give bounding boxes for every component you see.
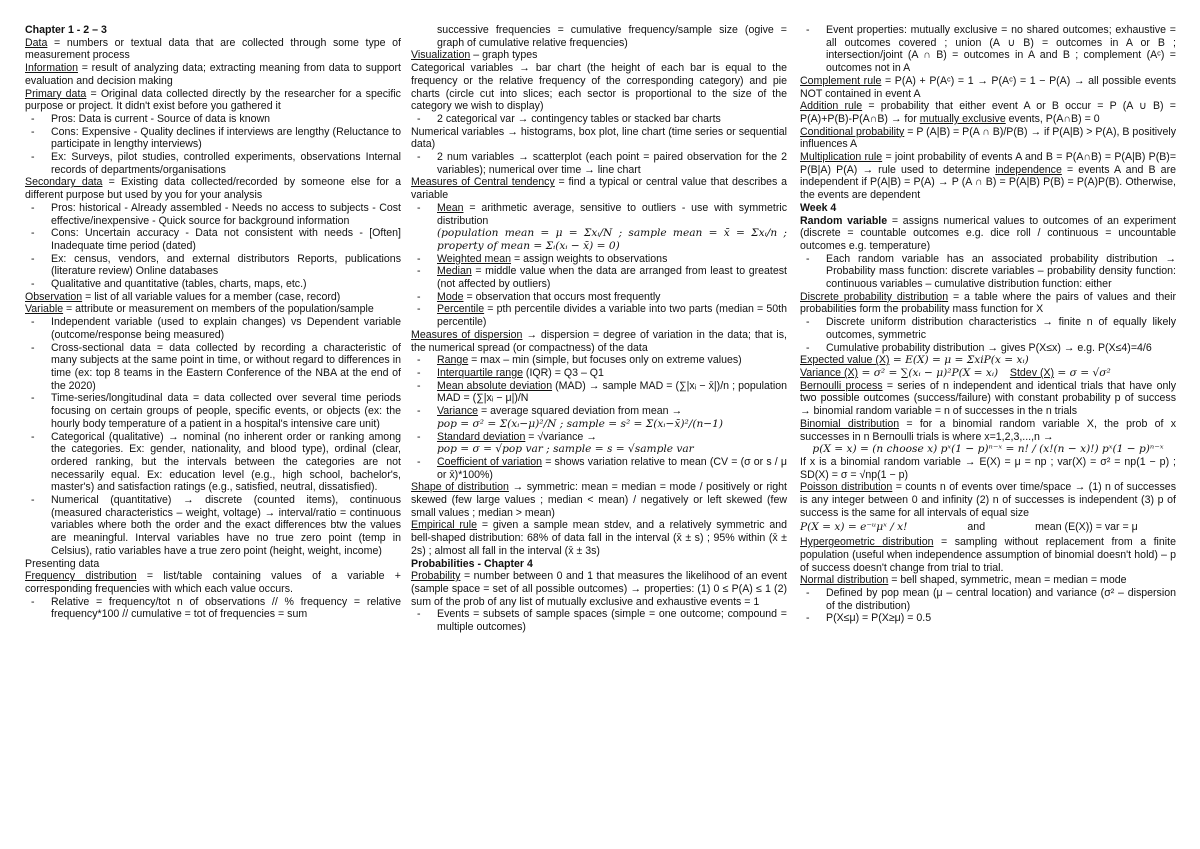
list-item: - Cumulative probability distribution → gives P(X≤x) → e.g. P(X≤4)=4/6 xyxy=(800,342,1176,355)
event-properties-list xyxy=(800,24,1176,75)
term: Addition rule xyxy=(800,100,863,113)
definition: = number between 0 and 1 that measures the likelihood of an event (sample space = set of all possible outcomes) → properties: (1) 0 ≤ P(A) ≤ 1 (2) sum of the prob of any list of mutually exclusive and exhaustive events = 1 xyxy=(411,570,787,608)
definition: = a table where the pairs of values and their probabilities form the probability mass function for X xyxy=(800,290,1176,316)
discrete-distribution-definition xyxy=(800,291,1176,316)
term: Weighted mean xyxy=(437,252,512,265)
definition: → symmetric: mean = median = mode / positively or right skewed (few large values ; median < mean) / negatively or left skewed (few small values ; median > mean) xyxy=(411,481,787,519)
poisson-and: and xyxy=(967,521,986,534)
list-item: - Discrete uniform distribution characteristics → finite n of equally likely outcomes, symmetric xyxy=(800,316,1176,341)
definition: = Existing data collected/recorded by someone else for a different purpose but used by you for your analysis xyxy=(25,176,401,202)
term: Secondary data xyxy=(25,176,103,189)
term: Empirical rule xyxy=(411,519,478,532)
term: Variance xyxy=(437,405,479,418)
random-variable-definition xyxy=(800,215,1176,253)
column-1 xyxy=(25,24,401,621)
range-item xyxy=(411,354,787,367)
numerical-variables: Numerical variables → histograms, box plot, line chart (time series or sequential data) xyxy=(411,125,787,151)
definition: = σ² = ∑(xᵢ − μ)²P(X = xᵢ) xyxy=(858,366,999,379)
list-item: - Events = subsets of sample spaces (simple = one outcome; compound = multiple outcomes) xyxy=(411,608,787,633)
normal-list xyxy=(800,587,1176,625)
term: Poisson distribution xyxy=(800,481,893,494)
continued-text: successive frequencies = cumulative frequency/sample size (ogive = graph of cumulative relative frequencies) xyxy=(437,24,787,49)
term: Primary data xyxy=(25,87,87,100)
list-item: - Cross-sectional data = data collected by recording a characteristic of many subjects at the same point in time, or without regard to differences in time (ex: top 8 teams in the Eastern Conference of the NBA at the end of the 2020) xyxy=(25,342,401,393)
central-tendency-list xyxy=(411,202,787,329)
term: Random variable xyxy=(800,214,888,227)
term: Binomial distribution xyxy=(800,417,900,430)
list-item: - Categorical (qualitative) → nominal (no inherent order or ranking among the categories. Ex: gender, nationality, and blood type), ordinal (clear, ordered ranking, but the intervals between the categories are not necessarily equal. Ex: education level (e.g., high school, bachelor's, master's) and satisfaction ratings (e.g., satisfied, neutral, dissatisfied). xyxy=(25,431,401,495)
term: Range xyxy=(437,354,469,367)
list-item: - Pros: Data is current - Source of data is known xyxy=(25,113,401,126)
list-item: - Qualitative and quantitative (tables, charts, maps, etc.) xyxy=(25,278,401,291)
definition: = list/table containing values of a variable + corresponding frequencies with which each value occurs. xyxy=(25,570,401,595)
list-item: - Time-series/longitudinal data = data collected over several time periods focusing on certain groups of people, specific events, or objects (ex: the hourly body temperature of a patient in a hospital's intensive care unit) xyxy=(25,392,401,430)
definition: = events A and B are independent if P(A|B) = P(A) → P (A ∩ B) = P(A|B) P(B) = P(A)P(B). Otherwise, the events are dependent xyxy=(800,163,1176,202)
term: Normal distribution xyxy=(800,574,889,587)
multiplication-rule xyxy=(800,151,1176,202)
definition: (MAD) → sample MAD = (∑|xᵢ − x̄|)/n ; population MAD = (∑|xᵢ − μ|)/N xyxy=(437,379,787,405)
numerical-list xyxy=(411,151,787,176)
addition-rule xyxy=(800,100,1176,125)
hypergeometric-distribution xyxy=(800,536,1176,574)
term: Variance (X) xyxy=(800,366,859,379)
observation-definition xyxy=(25,291,401,304)
events-list xyxy=(411,608,787,633)
list-item: - Defined by pop mean (μ – central location) and variance (σ² – dispersion of the distribution) xyxy=(800,587,1176,612)
term: Measures of Central tendency xyxy=(411,176,555,189)
list-item: - Cons: Uncertain accuracy - Data not consistent with needs - [Often] Inadequate time period (dated) xyxy=(25,227,401,252)
primary-data-list xyxy=(25,113,401,177)
term: Coefficient of variation xyxy=(437,455,543,468)
variable-list xyxy=(25,316,401,557)
term: Visualization xyxy=(411,49,471,62)
stdev-formula: pop = σ = √pop var ; sample = s = √sample var xyxy=(437,443,694,456)
definition: = √variance → xyxy=(525,430,597,443)
list-item: - P(X≤μ) = P(X≥μ) = 0.5 xyxy=(800,612,1176,625)
categorical-variables: Categorical variables → bar chart (the height of each bar is equal to the frequency or the relative frequency of the corresponding category) and pie charts (circle cut into slices; each sector is proportional to the size of the category we wish to display) xyxy=(411,62,787,113)
definition: = counts n of events over time/space → (1) n of successes is any integer between 0 and infinity (2) n of successes is independent (3) p of success is the same for all intervals of equal size xyxy=(800,481,1176,519)
median-item xyxy=(411,265,787,290)
term: Frequency distribution xyxy=(25,570,137,583)
term: Stdev (X) xyxy=(1009,366,1055,379)
definition: = given a sample mean stdev, and a relatively symmetric and bell-shaped distribution: 68% of data fall in the interval (x̄ ± s) ; 95% within (x̄ ± 2s) ; almost all fall in the interval (x̄ ± 3s) xyxy=(411,519,787,557)
complement-rule xyxy=(800,75,1176,100)
visualization-definition xyxy=(411,49,787,62)
definition: = joint probability of events A and B = P(A∩B) = P(A|B) P(B)= P(B|A) P(A) → rule used to determine xyxy=(800,151,1177,176)
expected-value xyxy=(800,354,1176,367)
term: Observation xyxy=(25,290,83,303)
definition: = attribute or measurement on members of the population/sample xyxy=(63,303,374,316)
normal-distribution xyxy=(800,574,1176,587)
term: independence xyxy=(995,163,1062,176)
term: Bernoulli process xyxy=(800,379,883,392)
frequency-distribution-definition xyxy=(25,570,401,595)
definition: = assigns numerical values to outcomes of an experiment (discrete = countable outcomes e.g. dice roll / continuous = uncountable outcomes e.g. temperature) xyxy=(800,214,1176,252)
definition: = P(A) + P(Aᶜ) = 1 → P(Aᶜ) = 1 − P(A) → all possible events NOT contained in event A xyxy=(800,74,1176,100)
list-item: - Event properties: mutually exclusive = no shared outcomes; exhaustive = all outcomes covered ; union (A ∪ B) = outcomes in A or B ; intersection/joint (A ∩ B) = outcomes in A and B ; complement (Aᶜ) = outcomes not in A xyxy=(800,24,1176,75)
definition: = result of analyzing data; extracting meaning from data to support evaluation and decision making xyxy=(25,62,401,87)
mode-item xyxy=(411,291,787,304)
list-item: - Ex: Surveys, pilot studies, controlled experiments, observations Internal records of departments/organisations xyxy=(25,151,401,176)
definition: – graph types xyxy=(470,49,538,62)
term: Hypergeometric distribution xyxy=(800,536,934,549)
binomial-formula: p(X = x) = (n choose x) pˣ(1 − p)ⁿ⁻ˣ = n! / (x!(n − x)!) pˣ(1 − p)ⁿ⁻ˣ xyxy=(812,443,1164,456)
definition: = numbers or textual data that are collected through some type of measurement process xyxy=(25,36,401,62)
list-item: - Each random variable has an associated probability distribution → Probability mass function: discrete variables – probability density function: continuous variables – cumulative distribution function: either xyxy=(800,253,1176,291)
definition: = Original data collected directly by the researcher for a specific purpose or project. It didn't exist before you gathered it xyxy=(25,87,401,113)
primary-data-definition xyxy=(25,88,401,113)
percentile-item xyxy=(411,303,787,328)
term: Data xyxy=(25,36,48,49)
binomial-mean: If x is a binomial random variable → E(X) = μ = np ; var(X) = σ² = np(1 − p) ; SD(X) = σ = √np(1 − p) xyxy=(800,455,1176,481)
probability-definition xyxy=(411,570,787,608)
list-item: - Independent variable (used to explain changes) vs Dependent variable (outcome/response being measured) xyxy=(25,316,401,341)
central-tendency-definition xyxy=(411,176,787,201)
term: Information xyxy=(25,62,78,75)
definition: = list of all variable values for a member (case, record) xyxy=(82,290,341,303)
poisson-distribution xyxy=(800,481,1176,519)
list-item: - Pros: historical - Already assembled - Needs no access to subjects - Cost effective/inexpensive - Quick source for background information xyxy=(25,202,401,227)
categorical-list xyxy=(411,113,787,126)
information-definition xyxy=(25,62,401,87)
shape-definition xyxy=(411,481,787,519)
definition: = for a binomial random variable X, the prob of x successes in n Bernoulli trials is where x=1,2,3,...,n → xyxy=(800,417,1176,443)
definition: = max – min (simple, but focuses only on extreme values) xyxy=(468,354,742,367)
presenting-data-heading: Presenting data xyxy=(25,557,100,570)
poisson-mean: mean (E(X)) = var = μ xyxy=(1035,521,1138,534)
term: Multiplication rule xyxy=(800,151,883,164)
iqr-item xyxy=(411,367,787,380)
random-variable-list xyxy=(800,253,1176,291)
term: Median xyxy=(437,265,472,278)
poisson-formula: P(X = x) = e⁻ᵘμˣ / x! xyxy=(800,521,908,534)
term: Percentile xyxy=(437,303,485,316)
definition: = arithmetic average, sensitive to outliers - use with symmetric distribution xyxy=(437,201,787,227)
cv-item xyxy=(411,456,787,481)
list-item: - 2 num variables → scatterplot (each point = paired observation for the 2 variables); numerical over time → line chart xyxy=(411,151,787,176)
list-item: - Ex: census, vendors, and external distributors Reports, publications (literature review) Online databases xyxy=(25,253,401,278)
definition: events, P(A∩B) = 0 xyxy=(1005,112,1100,125)
dispersion-definition xyxy=(411,329,787,354)
poisson-formula-row xyxy=(800,521,1176,534)
list-item: - Numerical (quantitative) → discrete (counted items), continuous (measured characteristics – weight, voltage) → interval/ratio = continuous variables where both the order and the exact differences btw the values are meaningful. Interval variables have no true zero point (temp in Celsius), ratio variables have a true zero point (height, weight, income) xyxy=(25,494,401,558)
empirical-rule-definition xyxy=(411,519,787,557)
term: Shape of distribution xyxy=(411,481,509,494)
variance-stdev xyxy=(800,367,1176,380)
definition: = find a typical or central value that describes a variable xyxy=(411,176,788,202)
secondary-data-definition xyxy=(25,176,401,201)
variance-formula: pop = σ² = Σ(xᵢ−μ)²/N ; sample = s² = Σ(xᵢ−x̄)²/(n−1) xyxy=(437,417,724,430)
variance-item xyxy=(411,405,787,430)
column-2 xyxy=(411,24,787,634)
mean-formula: (population mean = μ = Σxᵢ/N ; sample mean = x̄ = Σxᵢ/n ; property of mean = Σᵢ(xᵢ − x̄) = 0) xyxy=(437,227,787,252)
definition: = shows variation relative to mean (CV = (σ or s / μ or x̄)*100%) xyxy=(437,455,788,481)
definition: = σ = √σ² xyxy=(1054,366,1111,379)
definition: = assign weights to observations xyxy=(511,252,668,265)
chapter-heading: Chapter 1 - 2 – 3 xyxy=(25,24,107,36)
definition: = bell shaped, symmetric, mean = median = mode xyxy=(888,574,1127,587)
definition: (IQR) = Q3 – Q1 xyxy=(522,366,604,379)
list-item: - 2 categorical var → contingency tables or stacked bar charts xyxy=(411,113,787,126)
definition: = pth percentile divides a variable into two parts (median = 50th percentile) xyxy=(437,303,787,329)
definition: = probability that either event A or B occur = P (A ∪ B) = P(A)+P(B)-P(A∩B) → for xyxy=(800,100,1176,125)
definition: = average squared deviation from mean → xyxy=(478,405,683,418)
term: Expected value (X) xyxy=(800,354,890,367)
dispersion-list xyxy=(411,354,787,481)
term: Mode xyxy=(437,290,464,303)
data-definition xyxy=(25,37,401,62)
definition: = sampling without replacement from a finite population (useful when independence assumption of binomial doesn't hold) – p of success doesn't change from trial to trial. xyxy=(800,536,1176,574)
week-heading: Week 4 xyxy=(800,201,837,214)
definition: = series of n independent and identical trials that have only two possible outcomes (success/failure) with constant probability p of success → binomial random variable = n of successes in the n trials xyxy=(800,379,1177,418)
term: Probability xyxy=(411,570,461,583)
term: mutually exclusive xyxy=(919,112,1006,125)
term: Standard deviation xyxy=(437,430,526,443)
term: Discrete probability distribution xyxy=(800,290,949,303)
term: Conditional probability xyxy=(800,125,905,138)
frequency-list xyxy=(25,596,401,621)
stdev-item xyxy=(411,431,787,456)
term: Mean xyxy=(437,201,464,214)
conditional-probability xyxy=(800,126,1176,151)
definition: → dispersion = degree of variation in the data; that is, the numerical spread (or compactness) of the data xyxy=(411,328,788,354)
secondary-data-list xyxy=(25,202,401,291)
weighted-mean-item xyxy=(411,253,787,266)
term: Complement rule xyxy=(800,74,882,87)
mean-item xyxy=(411,202,787,253)
term: Mean absolute deviation xyxy=(437,379,553,392)
list-item: - Relative = frequency/tot n of observations // % frequency = relative frequency*100 // cumulative = tot of frequencies = sum xyxy=(25,596,401,621)
variable-definition xyxy=(25,303,401,316)
definition: = P (A|B) = P(A ∩ B)/P(B) → if P(A|B) > P(A), B positively influences A xyxy=(800,125,1176,151)
mad-item xyxy=(411,380,787,405)
definition: = middle value when the data are arranged from least to greatest (not affected by outliers) xyxy=(437,265,787,291)
probabilities-heading: Probabilities - Chapter 4 xyxy=(411,557,533,570)
term: Interquartile range xyxy=(437,366,523,379)
bernoulli-process xyxy=(800,380,1176,418)
term: Variable xyxy=(25,303,64,316)
definition: = E(X) = μ = ΣxiP(x = xᵢ) xyxy=(889,354,1029,367)
definition: = observation that occurs most frequently xyxy=(463,290,661,303)
column-3 xyxy=(800,24,1176,625)
term: Measures of dispersion xyxy=(411,328,523,341)
discrete-distribution-list xyxy=(800,316,1176,354)
binomial-distribution xyxy=(800,418,1176,443)
list-item: - Cons: Expensive - Quality declines if interviews are lengthy (Reluctance to participate in lengthy interviews) xyxy=(25,126,401,151)
